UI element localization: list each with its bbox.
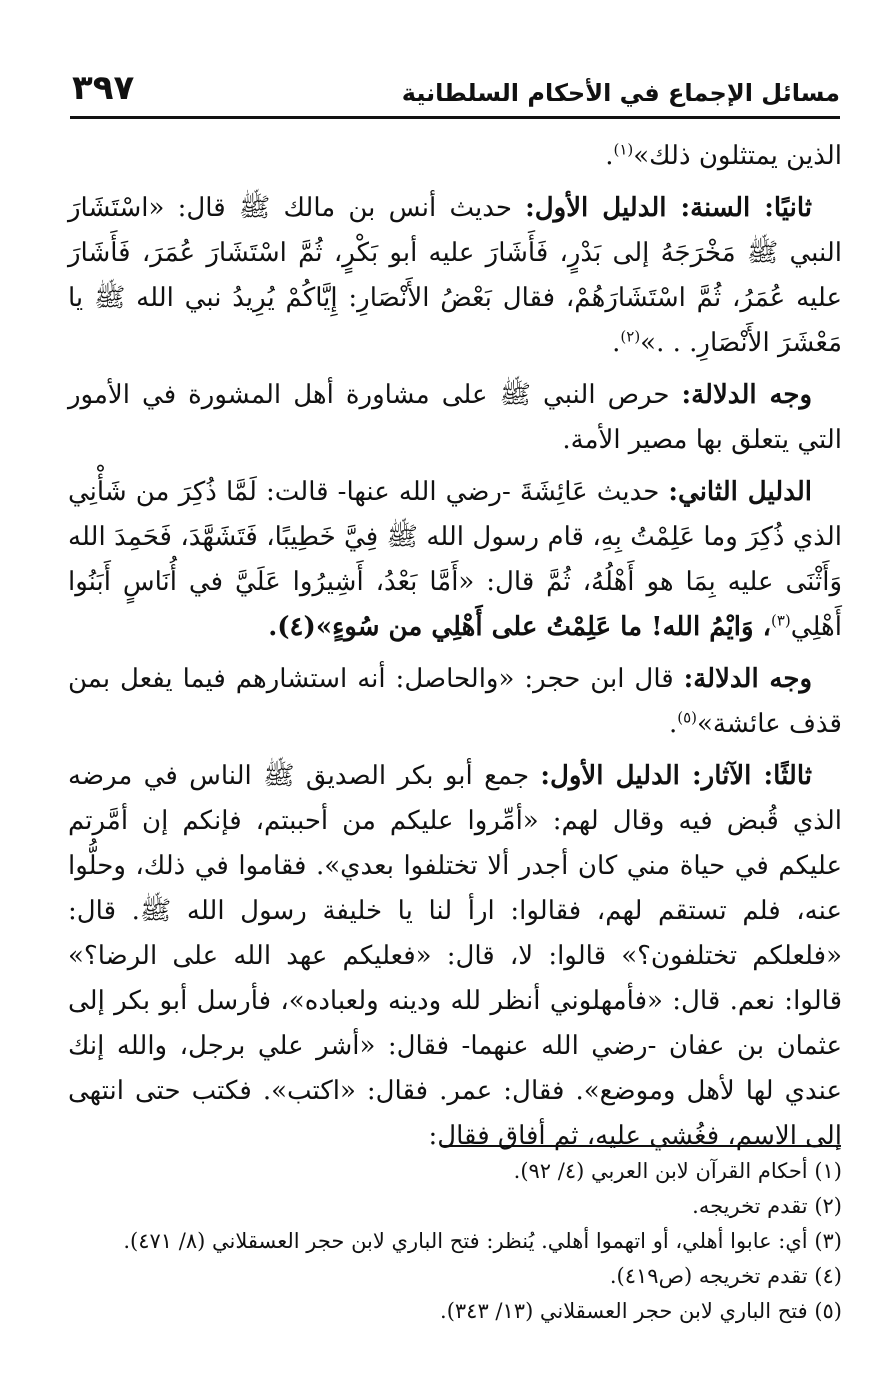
paragraph-lead: وجه الدلالة: [683,664,813,694]
paragraph-athar-evidence-1 [68,754,842,1159]
footnote-3: (٣) أي: عابوا أهلي، أو اتهموا أهلي. يُنظر: فتح الباري لابن حجر العسقلاني (٨/ ٤٧١). [123,1229,842,1253]
paragraph-text: قال ابن حجر: «والحاصل: أنه استشارهم فيما يفعل بمن قذف عائشة» [68,664,842,739]
paragraph-lead: الدليل الثاني: [668,477,812,507]
footnote-2: (٢) تقدم تخريجه. [692,1194,842,1218]
paragraph-text: حديث أنس بن مالك ﷺ قال: «اسْتَشَارَ النبي ﷺ مَخْرَجَهُ إلى بَدْرٍ، فَأَشَارَ عليه أبو بَكْرٍ، ثُمَّ اسْتَشَارَ عُمَرَ، فَأَشَارَ عليه عُمَرُ، ثُمَّ اسْتَشَارَهُمْ، فقال بَعْضُ الأَنْصَارِ: إِيَّاكُمْ يُرِيدُ نبي الله ﷺ يا مَعْشَرَ الأَنْصَارِ. . .» [68,193,842,358]
paragraph-tail: . [612,328,621,358]
footnote-5: (٥) فتح الباري لابن حجر العسقلاني (١٣/ ٣٤٣). [440,1299,842,1323]
footnote-separator [441,1145,841,1147]
paragraph-tail: . [605,141,614,171]
paragraph-sunnah-evidence-2 [68,470,842,650]
paragraph-text: حرص النبي ﷺ على مشاورة أهل المشورة في الأمور التي يتعلق بها مصير الأمة. [68,380,842,455]
paragraph-tail: . [668,709,678,739]
footnote-marker: (٥) [677,708,697,727]
main-text [68,134,842,1166]
paragraph-text: حديث عَائِشَةَ -رضي الله عنها- قالت: لَمَّا ذُكِرَ من شَأْنِي الذي ذُكِرَ وما عَلِمْتُ بِهِ، قام رسول الله ﷺ فِيَّ خَطِيبًا، فَتَشَهَّدَ، فَحَمِدَ الله وَأَثْنَى عليه بِمَا هو أَهْلُهُ، ثُمَّ قال: «أَمَّا بَعْدُ، أَشِيرُوا عَلَيَّ في أُنَاسٍ أَبَنُوا أَهْلِي [68,477,842,642]
footnote-marker: (٣) [771,611,791,630]
page-number: ٣٩٧ [72,68,135,108]
paragraph-lead: وجه الدلالة: [681,380,813,410]
footnotes [68,1154,842,1329]
paragraph-sunnah-evidence-1 [68,186,842,366]
footnote-marker: (١) [613,140,634,159]
footnote-marker: (٢) [620,327,641,346]
paragraph-lead: ثالثًا: الآثار: الدليل الأول: [540,761,812,791]
footnote-4: (٤) تقدم تخريجه (ص٤١٩). [609,1264,842,1288]
page-header [70,68,840,119]
paragraph-tail: ، وَايْمُ الله! ما عَلِمْتُ على أَهْلِي من سُوءٍ»(٤). [268,612,771,642]
paragraph-text: الذين يمتثلون ذلك» [633,141,842,171]
paragraph-intro [68,134,842,179]
paragraph-inference-2 [68,657,842,747]
paragraph-inference-1 [68,373,842,463]
footnote-1: (١) أحكام القرآن لابن العربي (٤/ ٩٢). [513,1159,842,1183]
paragraph-lead: ثانيًا: السنة: الدليل الأول: [525,193,813,223]
paragraph-text: جمع أبو بكر الصديق ﷺ الناس في مرضه الذي قُبض فيه وقال لهم: «أمِّروا عليكم من أحببتم، فإنكم إن أمَّرتم عليكم في حياة مني كان أجدر ألا تختلفوا بعدي». فقاموا في ذلك، وحلُّوا عنه، فلم تستقم لهم، فقالوا: ارأ لنا يا خليفة رسول الله ﷺ. قال: «فلعلكم تختلفون؟» قالوا: لا، قال: «فعليكم عهد الله على الرضا؟» قالوا: نعم. قال: «فأمهلوني أنظر لله ودينه ولعباده»، فأرسل أبو بكر إلى عثمان بن عفان -رضي الله عنهما- فقال: «أشر علي برجل، والله إنك عندي لها لأهل وموضع». فقال: عمر. فقال: «اكتب». فكتب حتى انتهى إلى الاسم، فغُشي عليه، ثم أفاق فقال: [68,761,842,1151]
running-title: مسائل الإجماع في الأحكام السلطانية [401,79,840,107]
